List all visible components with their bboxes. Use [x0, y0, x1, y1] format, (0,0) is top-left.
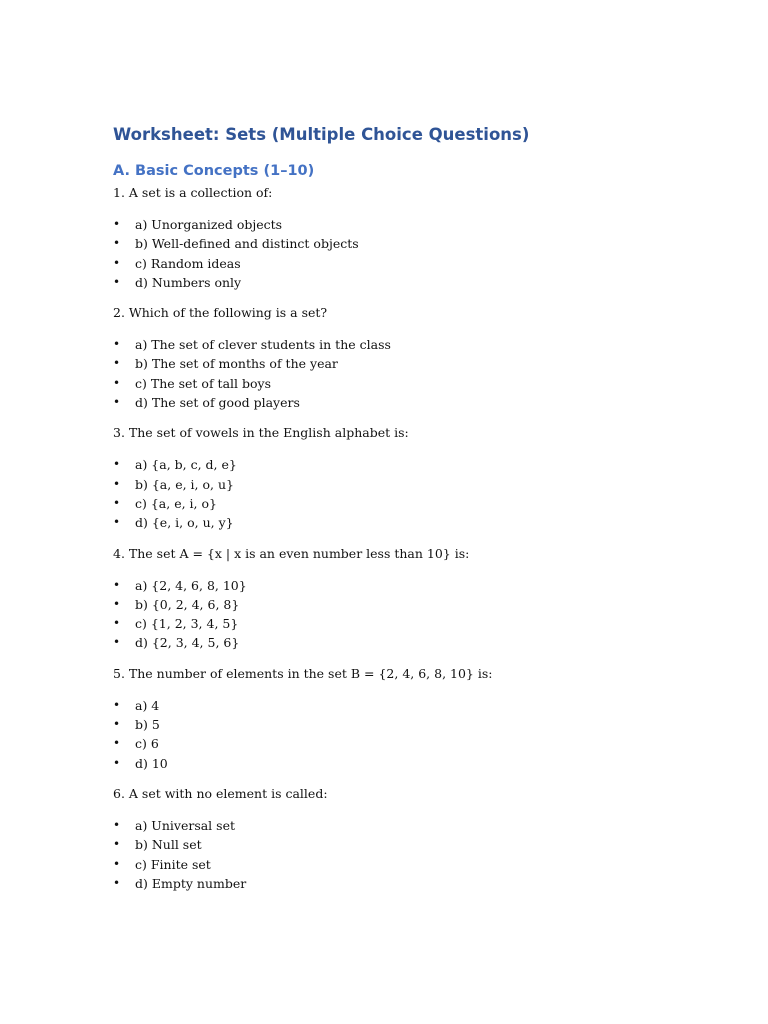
- bullet-icon: •: [113, 395, 121, 410]
- option-label: c) {1, 2, 3, 4, 5}: [135, 616, 239, 632]
- bullet-icon: •: [113, 255, 121, 270]
- option-item: [113, 513, 713, 532]
- option-label: d) The set of good players: [135, 395, 300, 411]
- option-label: a) {2, 4, 6, 8, 10}: [135, 577, 247, 593]
- bullet-icon: •: [113, 217, 121, 231]
- bullet-icon: •: [113, 457, 121, 472]
- options-list: [113, 816, 713, 893]
- bullet-icon: •: [113, 717, 121, 732]
- option-label: b) The set of months of the year: [135, 356, 338, 372]
- option-item: [113, 595, 713, 614]
- option-label: d) 10: [135, 755, 168, 771]
- options-list: [113, 455, 713, 532]
- option-item: [113, 715, 713, 734]
- option-item: [113, 393, 713, 412]
- option-item: [113, 816, 713, 835]
- option-label: a) The set of clever students in the class: [135, 337, 391, 353]
- bullet-icon: •: [113, 515, 121, 530]
- option-item: [113, 254, 713, 273]
- option-label: d) {e, i, o, u, y}: [135, 515, 234, 531]
- bullet-icon: •: [113, 596, 121, 611]
- option-label: c) {a, e, i, o}: [135, 495, 217, 511]
- question-text: 4. The set A = {x | x is an even number less than 10} is:: [113, 545, 470, 561]
- question-text: 2. Which of the following is a set?: [113, 305, 328, 321]
- option-label: b) Well-defined and distinct objects: [135, 236, 359, 252]
- bullet-icon: •: [113, 837, 121, 852]
- bullet-icon: •: [113, 356, 121, 371]
- bullet-icon: •: [113, 635, 121, 650]
- option-label: a) {a, b, c, d, e}: [135, 457, 237, 473]
- question-1: [113, 184, 713, 292]
- option-item: [113, 734, 713, 753]
- options-list: [113, 335, 713, 412]
- page-title: Worksheet: Sets (Multiple Choice Questions): [113, 125, 530, 144]
- option-label: c) Finite set: [135, 856, 211, 872]
- bullet-icon: •: [113, 755, 121, 770]
- bullet-icon: •: [113, 337, 121, 352]
- worksheet-page: [113, 124, 713, 893]
- option-label: b) Null set: [135, 837, 202, 853]
- option-label: c) Random ideas: [135, 255, 241, 271]
- question-text: 6. A set with no element is called:: [113, 785, 328, 801]
- option-item: [113, 374, 713, 393]
- question-3: [113, 424, 713, 532]
- option-item: [113, 494, 713, 513]
- option-label: a) 4: [135, 697, 160, 713]
- bullet-icon: •: [113, 817, 121, 832]
- option-label: d) {2, 3, 4, 5, 6}: [135, 635, 240, 651]
- bullet-icon: •: [113, 274, 121, 289]
- options-list: [113, 696, 713, 773]
- bullet-icon: •: [113, 236, 121, 251]
- options-list: [113, 215, 713, 292]
- option-label: d) Empty number: [135, 875, 247, 891]
- option-item: [113, 835, 713, 854]
- question-text: 1. A set is a collection of:: [113, 185, 273, 200]
- option-label: a) Unorganized objects: [135, 217, 283, 232]
- bullet-icon: •: [113, 616, 121, 631]
- question-text: 5. The number of elements in the set B = {2, 4, 6, 8, 10} is:: [113, 665, 493, 681]
- question-4: [113, 545, 713, 653]
- option-label: b) {0, 2, 4, 6, 8}: [135, 596, 240, 612]
- option-item: [113, 855, 713, 874]
- option-item: [113, 455, 713, 474]
- option-item: [113, 754, 713, 773]
- option-item: [113, 273, 713, 292]
- option-item: [113, 335, 713, 354]
- option-label: a) Universal set: [135, 817, 235, 833]
- option-label: b) {a, e, i, o, u}: [135, 476, 234, 492]
- bullet-icon: •: [113, 875, 121, 890]
- question-text: 3. The set of vowels in the English alphabet is:: [113, 425, 409, 441]
- option-item: [113, 633, 713, 652]
- bullet-icon: •: [113, 577, 121, 592]
- option-item: [113, 215, 713, 234]
- option-label: c) The set of tall boys: [135, 375, 271, 391]
- option-item: [113, 475, 713, 494]
- option-item: [113, 696, 713, 715]
- options-list: [113, 576, 713, 653]
- option-item: [113, 576, 713, 595]
- option-item: [113, 234, 713, 253]
- option-label: c) 6: [135, 736, 159, 752]
- option-label: b) 5: [135, 717, 160, 733]
- question-6: [113, 785, 713, 893]
- section-heading: A. Basic Concepts (1–10): [113, 163, 315, 179]
- question-2: [113, 304, 713, 412]
- option-label: d) Numbers only: [135, 274, 242, 290]
- bullet-icon: •: [113, 736, 121, 751]
- bullet-icon: •: [113, 495, 121, 510]
- option-item: [113, 614, 713, 633]
- bullet-icon: •: [113, 375, 121, 390]
- question-5: [113, 665, 713, 773]
- bullet-icon: •: [113, 697, 121, 712]
- bullet-icon: •: [113, 856, 121, 871]
- bullet-icon: •: [113, 476, 121, 491]
- option-item: [113, 874, 713, 893]
- option-item: [113, 354, 713, 373]
